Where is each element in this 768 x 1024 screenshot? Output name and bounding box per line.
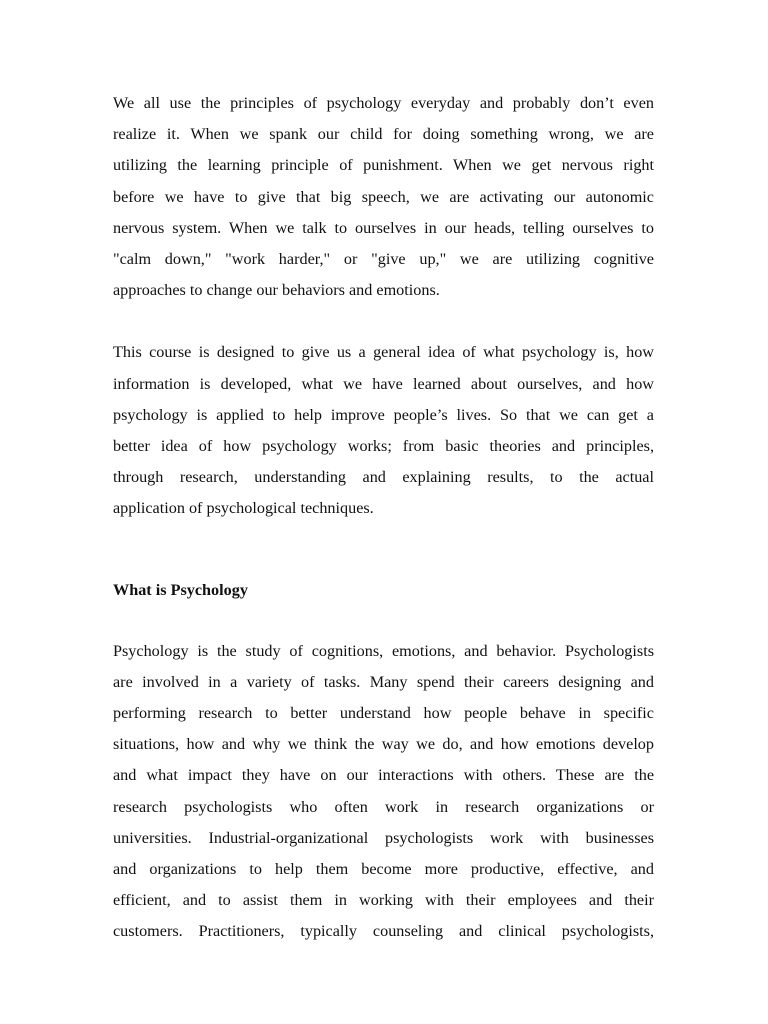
paragraph-course — [113, 337, 654, 524]
document-page — [113, 88, 654, 948]
text-line: "calm down," "work harder," or "give up," we are utilizing cognitive — [113, 250, 654, 269]
text-line: through research, understanding and explaining results, to the actual — [113, 468, 654, 487]
text-line: research psychologists who often work in research organizations or — [113, 797, 654, 816]
paragraph-definition — [113, 636, 654, 948]
text-line: approaches to change our behaviors and emotions. — [113, 281, 440, 300]
text-line: application of psychological techniques. — [113, 499, 374, 518]
paragraph-intro — [113, 88, 654, 306]
text-line: and organizations to help them become more productive, effective, and — [113, 860, 654, 879]
text-line: customers. Practitioners, typically counseling and clinical psychologists, — [113, 922, 654, 941]
text-line: better idea of how psychology works; from basic theories and principles, — [113, 437, 654, 456]
text-line: psychology is applied to help improve people’s lives. So that we can get a — [113, 405, 654, 424]
text-line: efficient, and to assist them in working with their employees and their — [113, 891, 654, 910]
text-line: are involved in a variety of tasks. Many spend their careers designing and — [113, 672, 654, 691]
text-line: before we have to give that big speech, we are activating our autonomic — [113, 187, 654, 206]
text-line: We all use the principles of psychology everyday and probably don’t even — [113, 94, 654, 112]
text-line: This course is designed to give us a general idea of what psychology is, how — [113, 343, 654, 362]
text-line: universities. Industrial-organizational psychologists work with businesses — [113, 828, 654, 847]
text-line: realize it. When we spank our child for doing something wrong, we are — [113, 125, 654, 144]
text-line: nervous system. When we talk to ourselves in our heads, telling ourselves to — [113, 218, 654, 237]
text-line: utilizing the learning principle of punishment. When we get nervous right — [113, 156, 654, 175]
text-line: information is developed, what we have learned about ourselves, and how — [113, 374, 654, 393]
text-line: Psychology is the study of cognitions, emotions, and behavior. Psychologists — [113, 641, 654, 660]
text-line: and what impact they have on our interactions with others. These are the — [113, 766, 654, 785]
text-line: situations, how and why we think the way we do, and how emotions develop — [113, 735, 654, 754]
section-heading: What is Psychology — [113, 580, 248, 599]
text-line: performing research to better understand how people behave in specific — [113, 704, 654, 723]
